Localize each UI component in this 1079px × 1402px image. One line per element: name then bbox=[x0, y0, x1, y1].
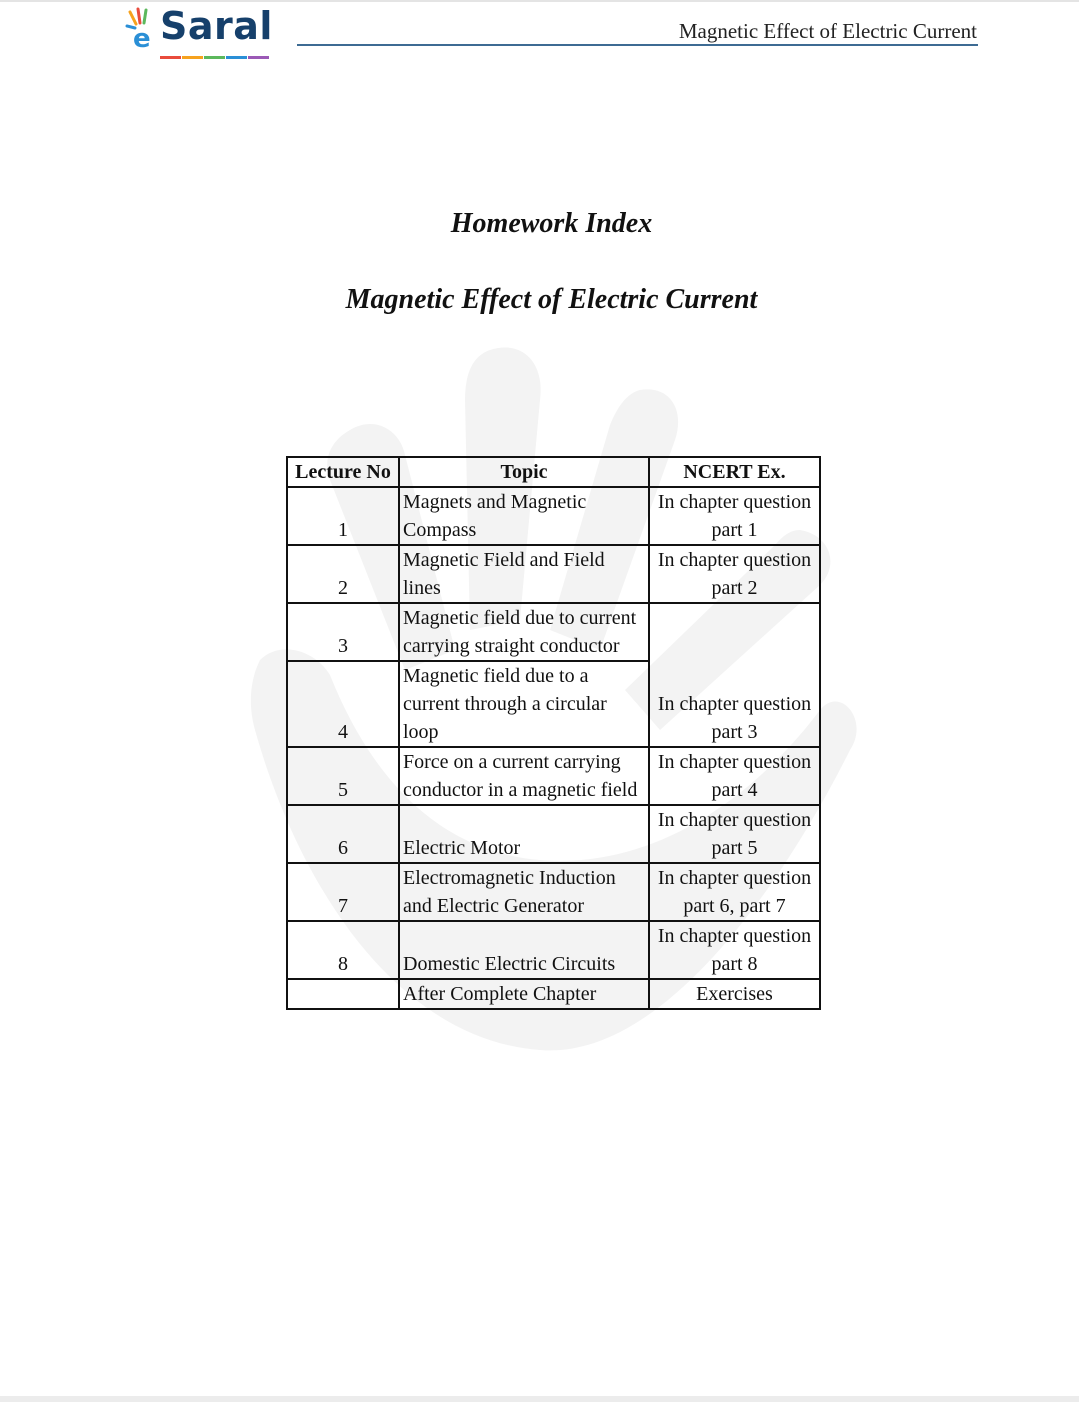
table-row bbox=[287, 545, 820, 603]
ncert-cell: In chapter question part 2 bbox=[649, 545, 820, 603]
ncert-cell: In chapter question part 6, part 7 bbox=[649, 863, 820, 921]
topic-cell: Magnets and Magnetic Compass bbox=[399, 487, 649, 545]
homework-index-table bbox=[286, 456, 821, 1010]
header-chapter-title: Magnetic Effect of Electric Current bbox=[678, 19, 977, 43]
header-rule bbox=[297, 44, 978, 46]
table-row bbox=[287, 863, 820, 921]
topic-cell: Magnetic Field and Field lines bbox=[399, 545, 649, 603]
topic-cell: Magnetic field due to current carrying straight conductor bbox=[399, 603, 649, 661]
header-topic: Topic bbox=[399, 457, 649, 487]
lecture-no-cell: 2 bbox=[287, 545, 399, 603]
table-row bbox=[287, 487, 820, 545]
topic-cell: After Complete Chapter bbox=[399, 979, 649, 1009]
logo-wordmark: Saral bbox=[160, 4, 273, 48]
table-row bbox=[287, 979, 820, 1009]
ncert-cell: In chapter question part 4 bbox=[649, 747, 820, 805]
hand-logo-icon bbox=[124, 6, 164, 50]
table-row bbox=[287, 805, 820, 863]
top-border bbox=[0, 0, 1079, 2]
ncert-cell: In chapter question part 5 bbox=[649, 805, 820, 863]
lecture-no-cell: 3 bbox=[287, 603, 399, 661]
logo-color-bar bbox=[160, 46, 270, 50]
lecture-no-cell bbox=[287, 979, 399, 1009]
svg-text:e: e bbox=[133, 24, 151, 50]
lecture-no-cell: 4 bbox=[287, 661, 399, 747]
ncert-cell: In chapter question part 3 bbox=[649, 603, 820, 747]
ncert-cell: Exercises bbox=[649, 979, 820, 1009]
bottom-border bbox=[0, 1396, 1079, 1402]
ncert-cell: In chapter question part 8 bbox=[649, 921, 820, 979]
table-row bbox=[287, 921, 820, 979]
topic-cell: Force on a current carrying conductor in a magnetic field bbox=[399, 747, 649, 805]
table-row bbox=[287, 603, 820, 661]
topic-cell: Domestic Electric Circuits bbox=[399, 921, 649, 979]
topic-cell: Magnetic field due to a current through a circular loop bbox=[399, 661, 649, 747]
table-header-row bbox=[287, 457, 820, 487]
lecture-no-cell: 6 bbox=[287, 805, 399, 863]
lecture-no-cell: 7 bbox=[287, 863, 399, 921]
lecture-no-cell: 5 bbox=[287, 747, 399, 805]
topic-cell: Electromagnetic Induction and Electric Generator bbox=[399, 863, 649, 921]
topic-cell: Electric Motor bbox=[399, 805, 649, 863]
ncert-cell: In chapter question part 1 bbox=[649, 487, 820, 545]
lecture-no-cell: 1 bbox=[287, 487, 399, 545]
header-lecture-no: Lecture No bbox=[287, 457, 399, 487]
homework-index-title: Homework Index bbox=[450, 208, 653, 239]
lecture-no-cell: 8 bbox=[287, 921, 399, 979]
esaral-logo bbox=[124, 6, 274, 50]
chapter-subtitle: Magnetic Effect of Electric Current bbox=[345, 284, 758, 315]
header-ncert: NCERT Ex. bbox=[649, 457, 820, 487]
table-row bbox=[287, 747, 820, 805]
